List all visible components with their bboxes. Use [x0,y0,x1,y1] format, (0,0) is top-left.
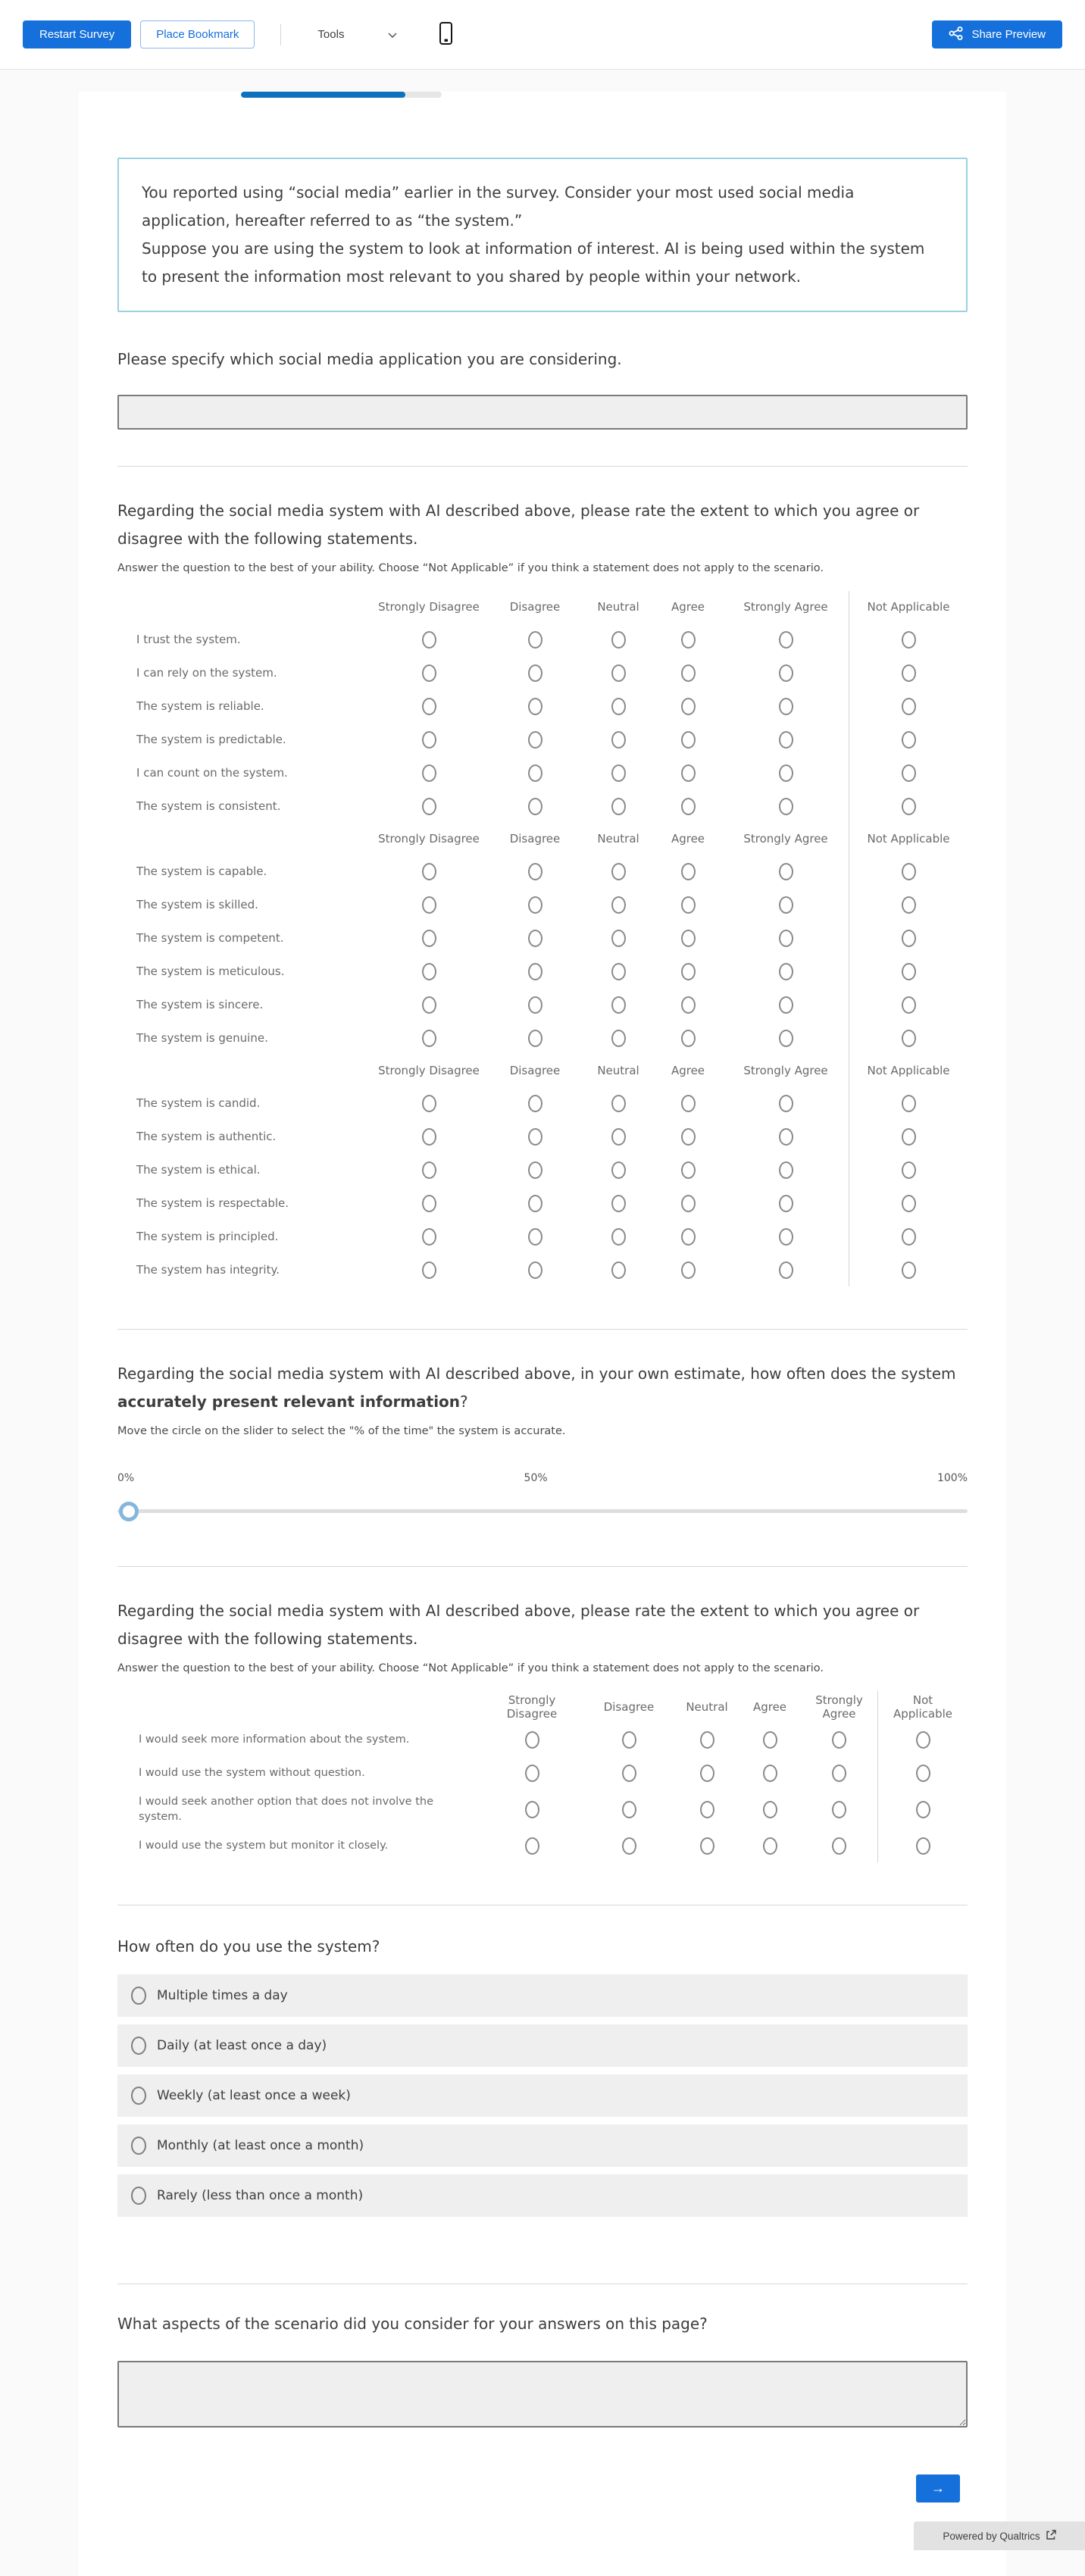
radio-neutral[interactable] [611,764,626,782]
slider-title-prefix: Regarding the social media system with AI described above, in your own estimate, how often does the system [117,1365,956,1383]
matrix-row [117,723,968,756]
slider-track[interactable] [117,1509,968,1513]
radio-agree[interactable] [681,1228,696,1246]
radio-strongly-disagree[interactable] [422,1030,436,1047]
column-header-na: Not Applicable [849,591,968,623]
radio-strongly-agree[interactable] [779,764,793,782]
radio-not-applicable[interactable] [902,930,916,947]
column-header: Agree [671,832,705,846]
column-header: Strongly Disagree [378,832,480,846]
radio-agree[interactable] [681,698,696,715]
matrix-row [117,1253,968,1286]
radio-strongly-agree[interactable] [779,1228,793,1246]
radio-strongly-disagree[interactable] [422,1195,436,1212]
tools-menu-button[interactable] [313,27,402,42]
matrix-behavior-table [117,1691,968,1862]
radio-disagree[interactable] [528,1195,542,1212]
radio-agree[interactable] [681,1095,696,1112]
radio-strongly-agree[interactable] [779,996,793,1014]
radio-agree[interactable] [681,930,696,947]
question-app-title: Please specify which social media application you are considering. [117,350,622,368]
radio-not-applicable[interactable] [916,1731,930,1749]
radio-agree[interactable] [681,798,696,815]
statement-label: I would use the system but monitor it closely. [139,1840,389,1852]
radio-disagree[interactable] [622,1801,636,1818]
radio-strongly-agree[interactable] [779,1128,793,1146]
radio-neutral[interactable] [611,664,626,682]
radio-not-applicable[interactable] [916,1837,930,1855]
statement-label: The system is principled. [136,1230,279,1243]
radio-strongly-disagree[interactable] [525,1801,539,1818]
radio-neutral[interactable] [611,896,626,914]
frequency-question-title: How often do you use the system? [117,1937,380,1955]
radio-not-applicable[interactable] [916,1801,930,1818]
statement-label: I would seek more information about the system. [139,1733,410,1746]
choice-option[interactable] [117,1974,968,2017]
radio-agree[interactable] [763,1731,777,1749]
statement-label: The system is competent. [136,931,284,945]
radio-strongly-agree[interactable] [832,1837,846,1855]
matrix-row [117,623,968,656]
radio-agree[interactable] [681,731,696,749]
radio-strongly-agree[interactable] [779,930,793,947]
radio-strongly-agree[interactable] [779,896,793,914]
column-header: Strongly Agree [743,600,828,614]
matrix-group [117,1055,968,1286]
radio-not-applicable[interactable] [902,664,916,682]
radio-strongly-agree[interactable] [779,798,793,815]
share-preview-label: Share Preview [971,28,1046,41]
radio-strongly-disagree[interactable] [525,1765,539,1782]
radio-disagree[interactable] [528,930,542,947]
radio-neutral[interactable] [611,1261,626,1279]
radio-not-applicable[interactable] [902,1195,916,1212]
mobile-phone-icon [439,22,452,47]
toolbar-divider [280,24,281,45]
radio-strongly-disagree[interactable] [525,1837,539,1855]
radio-disagree[interactable] [528,1095,542,1112]
survey-progress-bar [241,92,442,98]
radio-disagree[interactable] [622,1837,636,1855]
slider-title-suffix: ? [460,1393,468,1411]
matrix-row [117,756,968,789]
radio-neutral[interactable] [611,1128,626,1146]
radio-button-icon [131,2087,146,2105]
radio-not-applicable[interactable] [902,1228,916,1246]
radio-not-applicable[interactable] [902,798,916,815]
slider-question-title [117,1360,968,1416]
column-header: Strongly Disagree [378,600,480,614]
column-header: Strongly Agree [815,1693,863,1721]
matrix-trust-table [117,591,968,1286]
radio-not-applicable[interactable] [902,731,916,749]
radio-disagree[interactable] [528,698,542,715]
slider-scale-labels [117,1472,968,1484]
radio-disagree[interactable] [528,664,542,682]
radio-strongly-disagree[interactable] [525,1731,539,1749]
statement-label: The system is meticulous. [136,964,285,978]
radio-disagree[interactable] [528,963,542,980]
radio-agree[interactable] [681,1161,696,1179]
radio-agree[interactable] [681,863,696,880]
matrix-row [117,955,968,988]
column-header: Agree [752,1700,787,1714]
share-icon [949,27,964,43]
column-header: Strongly Disagree [378,1064,480,1077]
choice-option[interactable] [117,2024,968,2067]
slider-question-note: Move the circle on the slider to select the "% of the time" the system is accurate. [117,1425,566,1437]
radio-disagree[interactable] [528,731,542,749]
column-header: Neutral [597,832,639,846]
matrix-row [117,689,968,723]
radio-neutral[interactable] [700,1801,714,1818]
place-bookmark-button[interactable]: Place Bookmark [140,20,255,48]
radio-strongly-agree[interactable] [779,698,793,715]
radio-strongly-disagree[interactable] [422,930,436,947]
radio-disagree[interactable] [528,1161,542,1179]
radio-neutral[interactable] [611,731,626,749]
option-label: Rarely (less than once a month) [157,2188,364,2203]
radio-agree[interactable] [681,631,696,649]
radio-disagree[interactable] [528,631,542,649]
radio-strongly-disagree[interactable] [422,1261,436,1279]
column-header: Agree [671,600,705,614]
radio-disagree[interactable] [528,996,542,1014]
option-label: Monthly (at least once a month) [157,2138,364,2153]
external-link-icon [1046,2530,1056,2543]
radio-neutral[interactable] [611,930,626,947]
column-header: Disagree [603,1700,655,1714]
radio-agree[interactable] [763,1765,777,1782]
scenario-paragraph-1: You reported using “social media” earlier in the survey. Consider your most used social media application, hereafter referred to as “the system.” [142,183,855,230]
matrix-row [117,1021,968,1055]
statement-label: The system is candid. [136,1096,261,1110]
radio-strongly-disagree[interactable] [422,731,436,749]
matrix-row [117,988,968,1021]
statement-label: I would use the system without question. [139,1767,365,1779]
radio-not-applicable[interactable] [902,863,916,880]
radio-not-applicable[interactable] [902,1030,916,1047]
radio-agree[interactable] [681,896,696,914]
chevron-down-icon [388,28,397,41]
radio-agree[interactable] [681,1128,696,1146]
statement-label: The system is skilled. [136,898,258,911]
matrix-row [117,921,968,955]
matrix-row [117,1220,968,1253]
radio-disagree[interactable] [528,798,542,815]
column-header-na: Not Applicable [849,1055,968,1086]
preview-toolbar [0,0,1085,70]
matrix1-title: Regarding the social media system with AI described above, please rate the extent to which you agree or disagree with the following statements. [117,502,920,548]
radio-strongly-agree[interactable] [779,1030,793,1047]
radio-disagree[interactable] [528,1128,542,1146]
restart-survey-button[interactable]: Restart Survey [23,20,131,48]
matrix-header-row [117,1055,968,1086]
progress-fill [241,92,405,98]
option-label: Weekly (at least once a week) [157,2088,351,2103]
matrix2-note: Answer the question to the best of your ability. Choose “Not Applicable” if you think a statement does not apply to the scenario. [117,1662,824,1674]
statement-label: The system is consistent. [136,799,281,813]
frequency-options-list [117,1974,968,2217]
radio-strongly-disagree[interactable] [422,664,436,682]
radio-strongly-disagree[interactable] [422,1228,436,1246]
radio-neutral[interactable] [700,1837,714,1855]
radio-agree[interactable] [681,1030,696,1047]
radio-not-applicable[interactable] [902,996,916,1014]
matrix-row [117,1153,968,1186]
radio-agree[interactable] [681,1195,696,1212]
radio-strongly-disagree[interactable] [422,1128,436,1146]
option-label: Multiple times a day [157,1988,288,2003]
navigation-row [117,2474,968,2503]
slider-label-max: 100% [936,1472,968,1484]
radio-strongly-disagree[interactable] [422,896,436,914]
radio-neutral[interactable] [611,631,626,649]
radio-disagree[interactable] [528,863,542,880]
radio-disagree[interactable] [528,1261,542,1279]
section-divider [117,466,968,467]
radio-agree[interactable] [681,963,696,980]
matrix-row [117,888,968,921]
radio-strongly-agree[interactable] [779,1095,793,1112]
column-header: Disagree [509,1064,561,1077]
powered-by-label: Powered by Qualtrics [943,2530,1040,2542]
column-header: Neutral [597,600,639,614]
radio-not-applicable[interactable] [902,1128,916,1146]
matrix-row [117,1186,968,1220]
slider-handle[interactable] [119,1502,139,1521]
choice-option[interactable] [117,2074,968,2117]
radio-not-applicable[interactable] [902,1261,916,1279]
next-page-button[interactable]: → [916,2474,960,2503]
matrix-row [117,1723,968,1756]
statement-label: The system is predictable. [136,733,286,746]
matrix-row [117,855,968,888]
radio-agree[interactable] [681,1261,696,1279]
radio-button-icon [131,2137,146,2155]
statement-label: The system is capable. [136,864,267,878]
radio-neutral[interactable] [611,1228,626,1246]
radio-disagree[interactable] [528,1030,542,1047]
radio-strongly-disagree[interactable] [422,1161,436,1179]
statement-label: I would seek another option that does not involve the system. [139,1796,434,1823]
statement-label: I can rely on the system. [136,666,277,680]
radio-strongly-disagree[interactable] [422,963,436,980]
matrix-group [117,591,968,823]
radio-agree[interactable] [681,996,696,1014]
radio-agree[interactable] [681,664,696,682]
statement-label: The system is ethical. [136,1163,261,1177]
radio-strongly-agree[interactable] [779,664,793,682]
accuracy-slider [117,1501,968,1522]
statement-label: The system is authentic. [136,1130,277,1143]
column-header-na: Not Applicable [849,823,968,855]
radio-disagree[interactable] [528,764,542,782]
column-header: Strongly Agree [743,1064,828,1077]
section-divider [117,1329,968,1330]
radio-strongly-disagree[interactable] [422,798,436,815]
radio-button-icon [131,2187,146,2205]
radio-agree[interactable] [681,764,696,782]
radio-not-applicable[interactable] [916,1765,930,1782]
share-preview-button[interactable] [932,20,1062,48]
radio-neutral[interactable] [611,798,626,815]
aspects-question-title: What aspects of the scenario did you consider for your answers on this page? [117,2315,708,2333]
radio-strongly-agree[interactable] [779,1261,793,1279]
statement-label: The system is reliable. [136,699,264,713]
matrix2-title: Regarding the social media system with AI described above, please rate the extent to which you agree or disagree with the following statements. [117,1602,920,1648]
radio-disagree[interactable] [528,896,542,914]
matrix-row [117,1086,968,1120]
radio-disagree[interactable] [622,1731,636,1749]
radio-strongly-agree[interactable] [779,1195,793,1212]
scenario-info-box [117,158,968,312]
radio-disagree[interactable] [528,1228,542,1246]
survey-page [79,92,1006,2576]
column-header: Neutral [597,1064,639,1077]
choice-option[interactable] [117,2124,968,2167]
slider-label-min: 0% [117,1472,135,1484]
radio-not-applicable[interactable] [902,1095,916,1112]
aspects-textarea[interactable] [117,2361,968,2428]
radio-not-applicable[interactable] [902,896,916,914]
radio-agree[interactable] [763,1801,777,1818]
slider-label-mid: 50% [524,1472,548,1484]
radio-agree[interactable] [763,1837,777,1855]
radio-neutral[interactable] [611,1195,626,1212]
app-name-input[interactable] [117,395,968,430]
radio-not-applicable[interactable] [902,764,916,782]
mobile-preview-button[interactable] [435,21,457,48]
choice-option[interactable] [117,2174,968,2217]
column-header: Agree [671,1064,705,1077]
statement-label: I can count on the system. [136,766,288,780]
statement-label: I trust the system. [136,633,241,646]
matrix-row [117,789,968,823]
radio-not-applicable[interactable] [902,631,916,649]
radio-strongly-disagree[interactable] [422,764,436,782]
matrix-row [117,1120,968,1153]
matrix1-note: Answer the question to the best of your ability. Choose “Not Applicable” if you think a statement does not apply to the scenario. [117,562,824,574]
radio-neutral[interactable] [611,1095,626,1112]
section-divider [117,1566,968,1567]
radio-disagree[interactable] [622,1765,636,1782]
statement-label: The system has integrity. [136,1263,280,1277]
column-header: Strongly Disagree [506,1693,558,1721]
radio-strongly-agree[interactable] [832,1801,846,1818]
radio-strongly-agree[interactable] [779,1161,793,1179]
radio-not-applicable[interactable] [902,963,916,980]
column-header: Disagree [509,600,561,614]
statement-label: The system is sincere. [136,998,264,1011]
option-label: Daily (at least once a day) [157,2038,327,2053]
radio-strongly-disagree[interactable] [422,631,436,649]
matrix-row [117,1756,968,1790]
radio-neutral[interactable] [700,1731,714,1749]
column-header: Disagree [509,832,561,846]
scenario-paragraph-2: Suppose you are using the system to look at information of interest. AI is being used within the system to present the information most relevant to you shared by people within your network. [142,239,925,286]
radio-neutral[interactable] [611,1030,626,1047]
radio-neutral[interactable] [611,963,626,980]
radio-button-icon [131,2037,146,2055]
matrix-row [117,656,968,689]
powered-by-qualtrics-link[interactable] [914,2521,1085,2550]
column-header: Strongly Agree [743,832,828,846]
tools-label: Tools [317,28,345,41]
statement-label: The system is genuine. [136,1031,268,1045]
radio-strongly-disagree[interactable] [422,863,436,880]
matrix-group [117,823,968,1055]
slider-title-bold: accurately present relevant information [117,1393,461,1411]
radio-neutral[interactable] [611,698,626,715]
radio-strongly-agree[interactable] [832,1765,846,1782]
radio-strongly-agree[interactable] [832,1731,846,1749]
matrix-header-row [117,1691,968,1723]
radio-not-applicable[interactable] [902,1161,916,1179]
radio-strongly-agree[interactable] [779,631,793,649]
matrix-row [117,1790,968,1829]
matrix-row [117,1829,968,1862]
matrix-header-row [117,591,968,623]
radio-not-applicable[interactable] [902,698,916,715]
column-header: Neutral [686,1700,728,1714]
matrix-header-row [117,823,968,855]
radio-strongly-disagree[interactable] [422,698,436,715]
radio-button-icon [131,1987,146,2005]
radio-strongly-agree[interactable] [779,963,793,980]
column-header-na: Not Applicable [877,1691,968,1723]
radio-strongly-agree[interactable] [779,731,793,749]
radio-neutral[interactable] [611,1161,626,1179]
radio-neutral[interactable] [700,1765,714,1782]
radio-strongly-agree[interactable] [779,863,793,880]
radio-strongly-disagree[interactable] [422,996,436,1014]
radio-strongly-disagree[interactable] [422,1095,436,1112]
statement-label: The system is respectable. [136,1196,289,1210]
radio-neutral[interactable] [611,863,626,880]
radio-neutral[interactable] [611,996,626,1014]
